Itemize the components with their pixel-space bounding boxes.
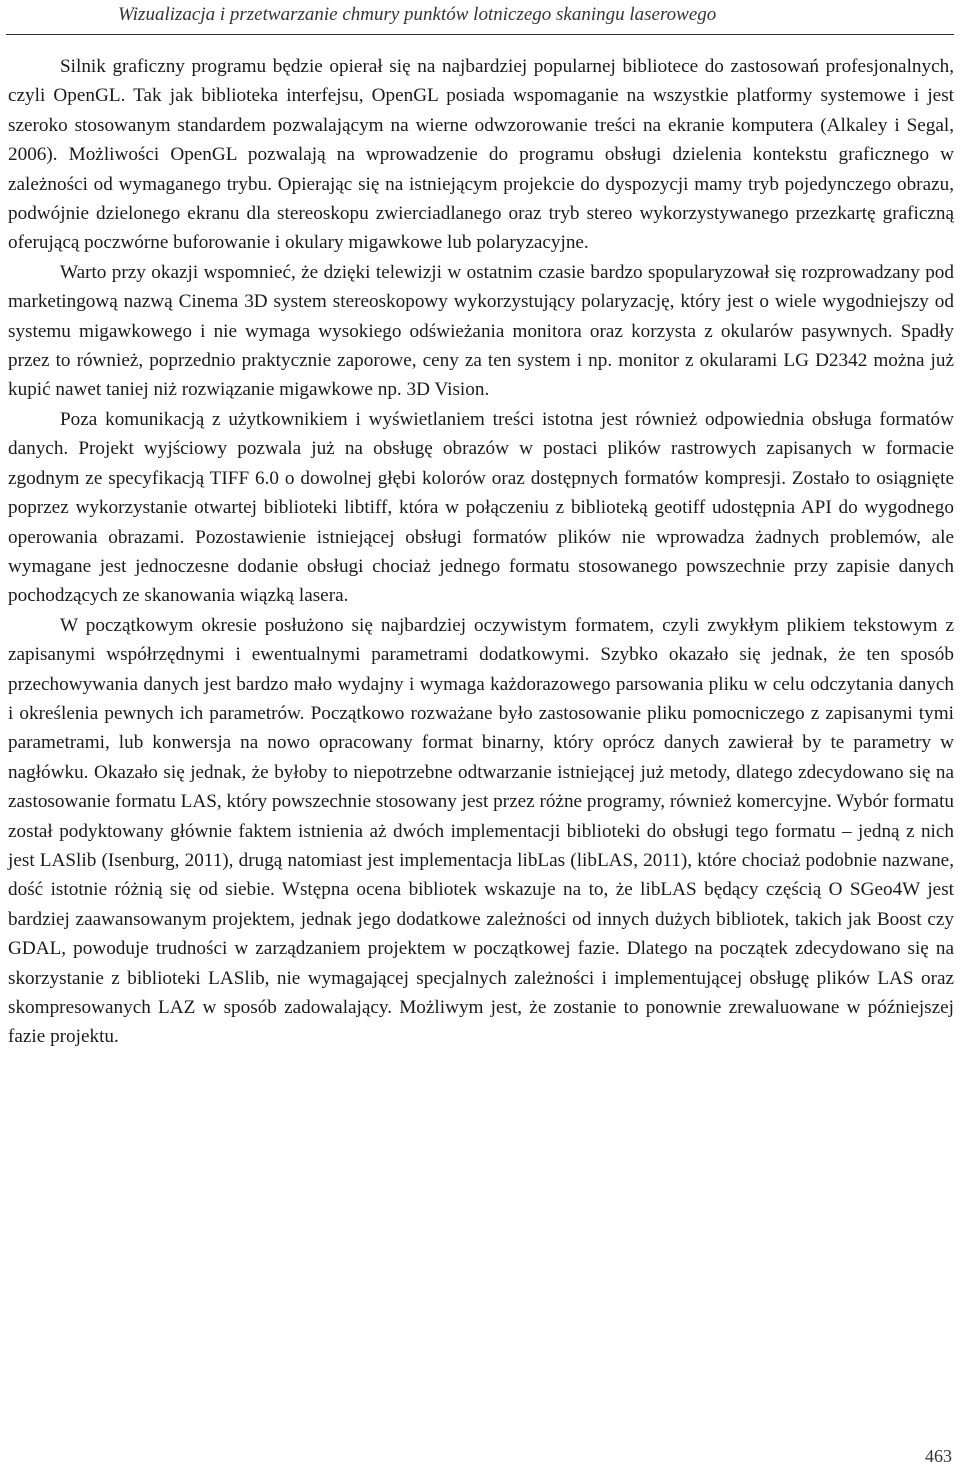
running-header: Wizualizacja i przetwarzanie chmury punktów lotniczego skaningu laserowego bbox=[118, 4, 717, 25]
page-number: 463 bbox=[925, 1446, 952, 1466]
paragraph-opengl: Silnik graficzny programu będzie opierał się na najbardziej popularnej bibliotece do zastosowań profesjonalnych, czyli OpenGL. Tak jak biblioteka interfejsu, OpenGL posiada wspomaganie na wszystkie platformy systemowe i jest szeroko stosowanym standardem pozwalającym na wierne odwzorowanie treści na ekranie komputera (Alkaley i Segal, 2006). Możliwości OpenGL pozwalają na wprowadzenie do programu obsługi dzielenia kontekstu graficznego w zależności od wymaganego trybu. Opierając się na istniejącym projekcie do dyspozycji mamy tryb pojedynczego obrazu, podwójnie dzielonego ekranu dla stereoskopu zwierciadlanego oraz tryb stereo wykorzystywanego przezkartę graficzną oferującą poczwórne buforowanie i okulary migawkowe lub polaryzacyjne. bbox=[8, 56, 954, 254]
paragraph-cinema-3d: Warto przy okazji wspomnieć, że dzięki telewizji w ostatnim czasie bardzo spopularyzował się rozprowadzany pod marketingową nazwą Cinema 3D system stereoskopowy wykorzystujący polaryzację, który jest o wiele wygodniejszy od systemu migawkowego i nie wymaga wysokiego odświeżania monitora oraz korzysta z okularów pasywnych. Spadły przez to również, poprzednio praktycznie zaporowe, ceny za ten system i np. monitor z okularami LG D2342 można już kupić nawet taniej niż rozwiązanie migawkowe np. 3D Vision. bbox=[8, 261, 954, 401]
paragraph-las-format: W początkowym okresie posłużono się najbardziej oczywistym formatem, czyli zwykłym plikiem tekstowym z zapisanymi współrzędnymi i ewentualnymi parametrami dodatkowymi. Szybko okazało się jednak, że ten sposób przechowywania danych jest bardzo mało wydajny i wymaga każdorazowego parsowania pliku w celu odczytania danych i określenia pewnych ich parametrów. Początkowo rozważane było zastosowanie pliku pomocniczego z zapisanymi tymi parametrami, lub konwersja na nowo opracowany format binarny, który oprócz danych zawierał by te parametry w nagłówku. Okazało się jednak, że byłoby to niepotrzebne odtwarzanie istniejącej już metody, dlatego zdecydowano się na zastosowanie formatu LAS, który powszechnie stosowany jest przez różne programy, również komercyjne. Wybór formatu został podyktowany głównie faktem istnienia aż dwóch implementacji biblioteki do obsługi tego formatu – jedną z nich jest LASlib (Isenburg, 2011), drugą natomiast jest implementacja libLas (libLAS, 2011), które chociaż podobnie nazwane, dość istotnie różnią się od siebie. Wstępna ocena bibliotek wskazuje na to, że libLAS będący częścią O SGeo4W jest bardziej zaawansowanym projektem, jednak jego dodatkowe zależności od innych dużych bibliotek, takich jak Boost czy GDAL, powoduje trudności w zarządzaniem projektem w początkowej fazie. Dlatego na początek zdecydowano się na skorzystanie z biblioteki LASlib, nie wymagającej specjalnych zależności i implementującej obsługę plików LAS oraz skompresowanych LAZ w sposób zadowalający. Możliwym jest, że zostanie to ponownie zrewaluowane w późniejszej fazie projektu. bbox=[8, 614, 954, 1048]
body-text bbox=[8, 52, 954, 1052]
paragraph-data-formats: Poza komunikacją z użytkownikiem i wyświetlaniem treści istotna jest również odpowiednia obsługa formatów danych. Projekt wyjściowy pozwala już na obsługę obrazów w postaci plików rastrowych zapisanych w formacie zgodnym ze specyfikacją TIFF 6.0 o dowolnej głębi kolorów oraz dostępnych formatów kompresji. Zostało to osiągnięte poprzez wykorzystanie otwartej biblioteki libtiff, która w połączeniu z biblioteką geotiff udostępnia API do wygodnego operowania obrazami. Pozostawienie istniejącej obsługi formatów plików nie wprowadza żadnych problemów, ale wymagane jest jednoczesne dodanie obsługi chociaż jednego formatu stosowanego powszechnie przy zapisie danych pochodzących ze skanowania wiązką lasera. bbox=[8, 408, 954, 607]
header-divider bbox=[6, 34, 954, 35]
